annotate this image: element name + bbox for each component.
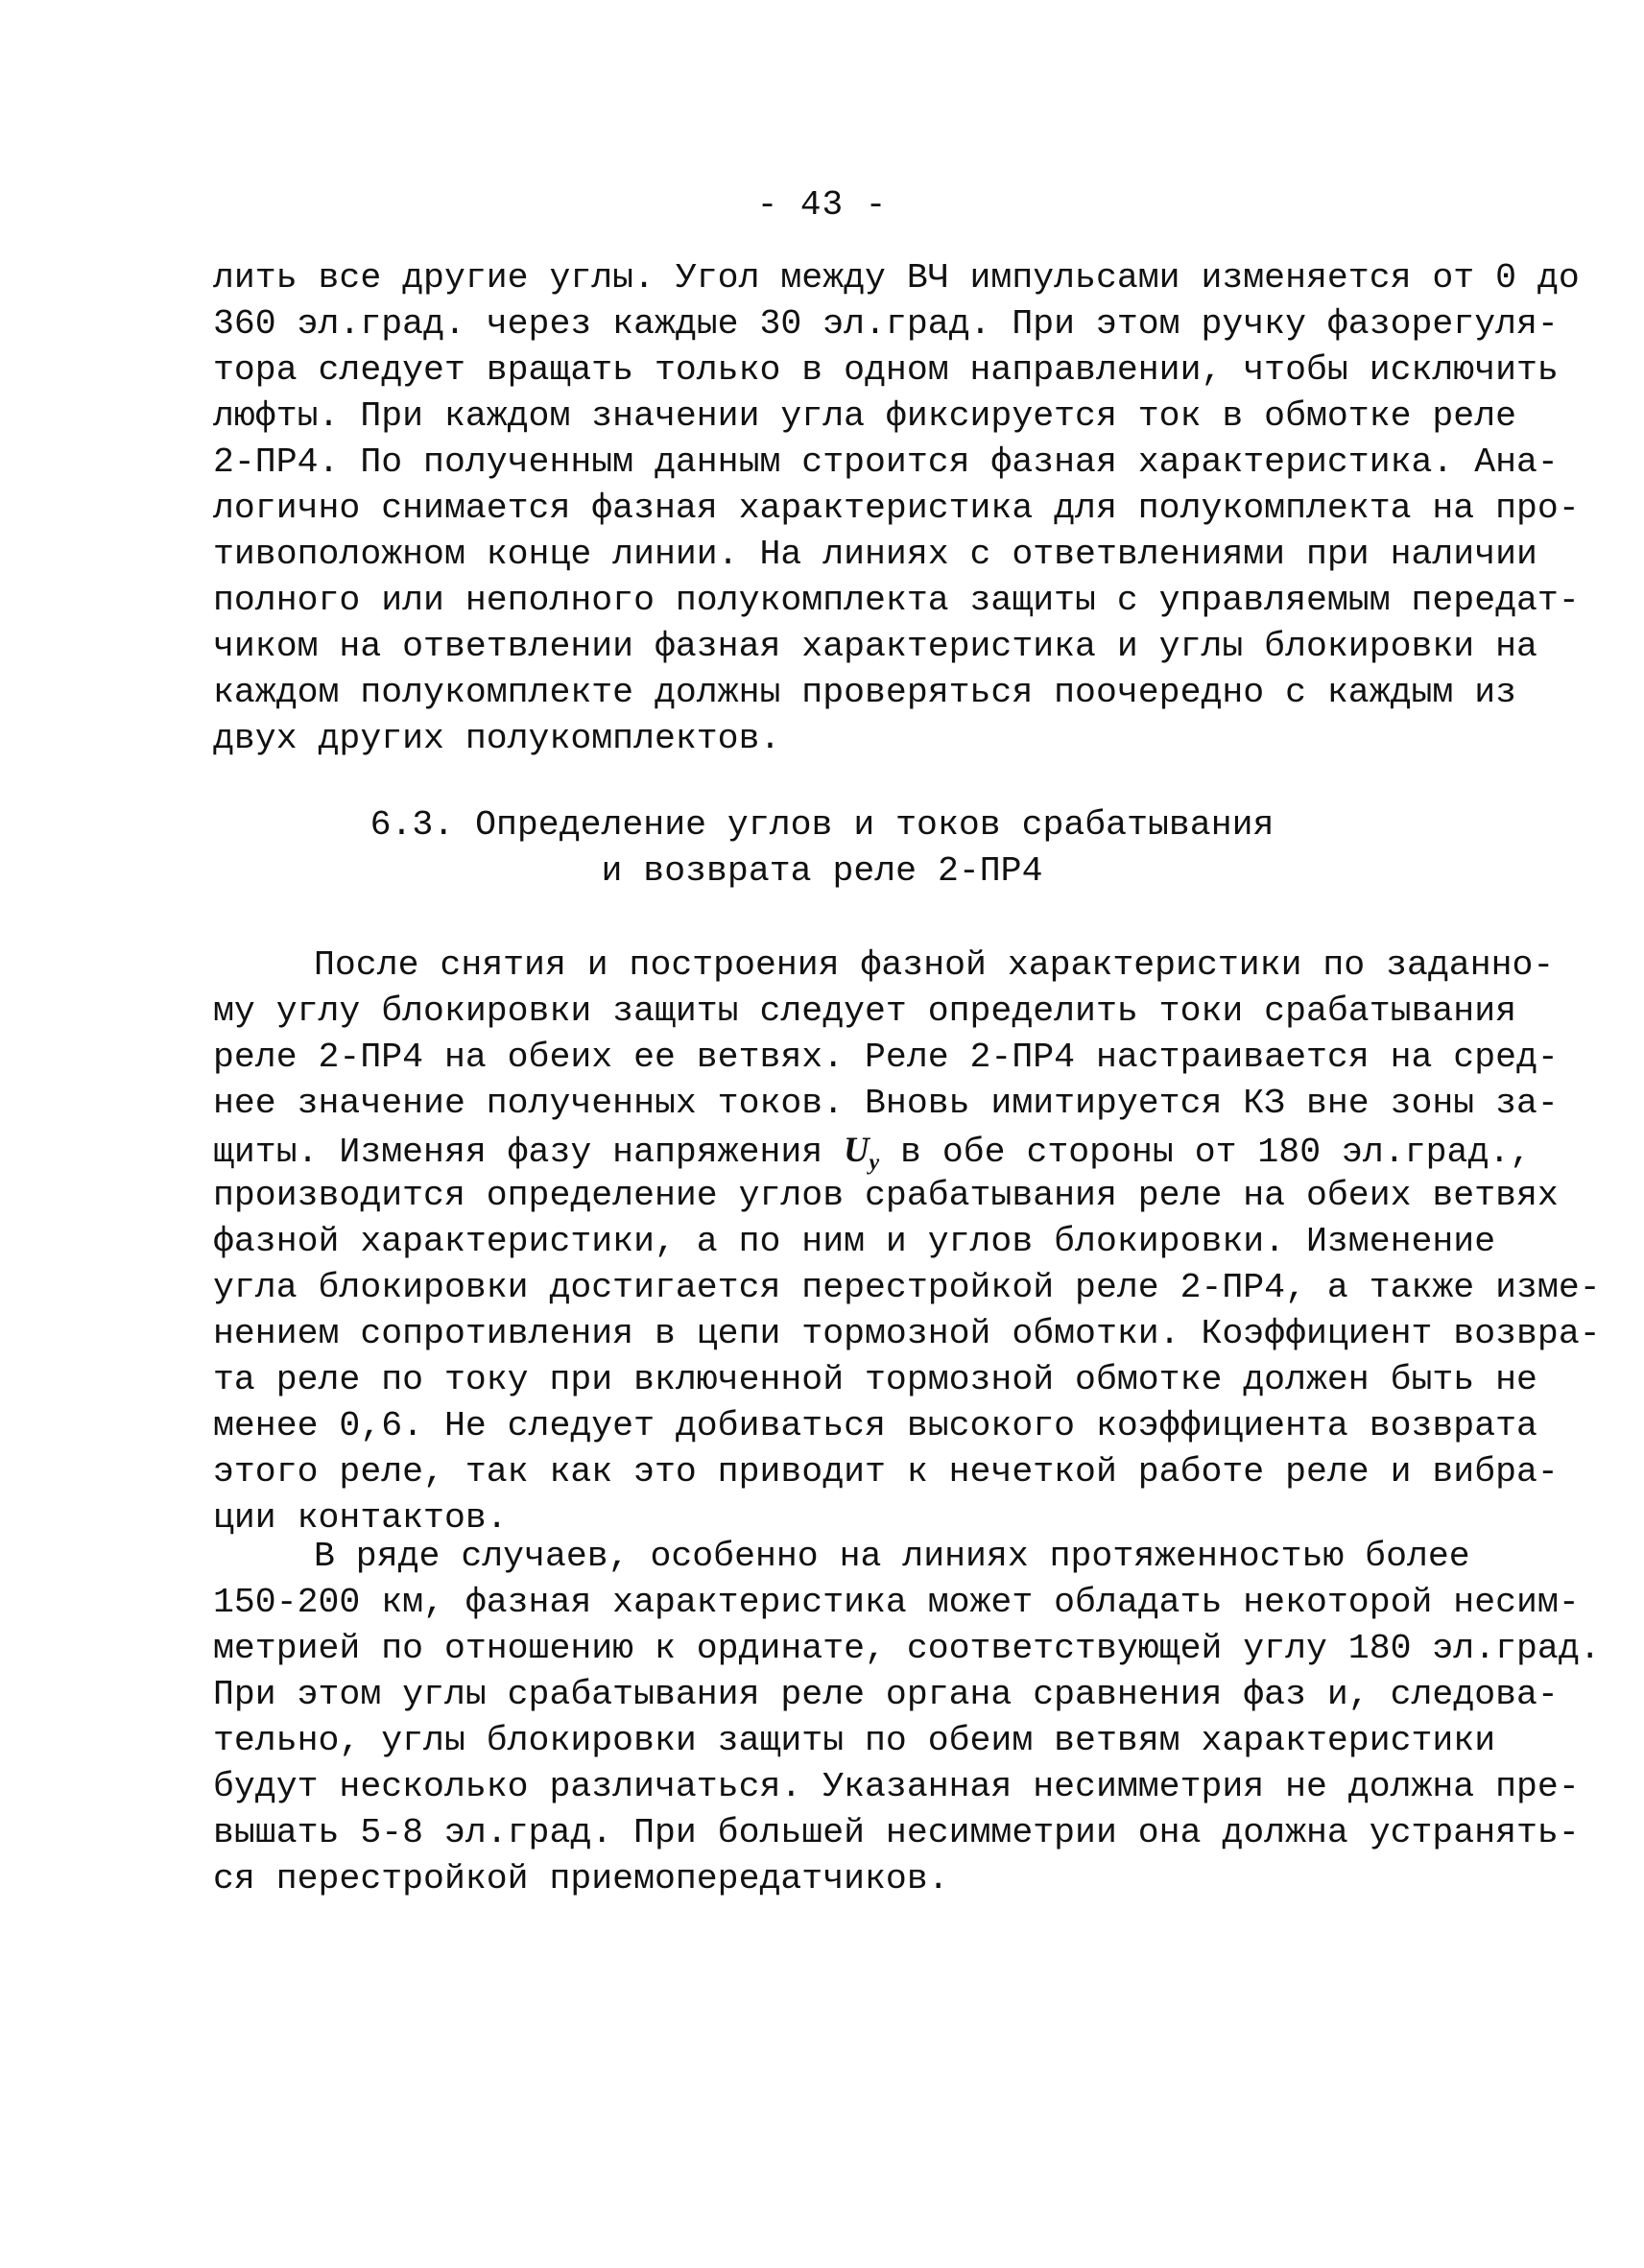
text-line: логично снимается фазная характеристика для полукомплекта на про- <box>213 489 1580 528</box>
text-line-with-symbol <box>213 1127 1532 1176</box>
text-line: При этом углы срабатывания реле органа сравнения фаз и, следова- <box>213 1675 1559 1714</box>
text-fragment: щиты. Изменяя фазу напряжения <box>213 1133 823 1172</box>
text-line: ся перестройкой приемопередатчиков. <box>213 1859 949 1898</box>
text-line: каждом полукомплекте должны проверяться поочередно с каждым из <box>213 673 1517 712</box>
text-line: тельно, углы блокировки защиты по обеим ветвям характеристики <box>213 1721 1496 1760</box>
text-line: нением сопротивления в цепи тормозной обмотки. Коэффициент возвра- <box>213 1314 1601 1353</box>
text-line: ции контактов. <box>213 1498 508 1538</box>
text-line: му углу блокировки защиты следует определить токи срабатывания <box>213 991 1517 1031</box>
paragraph-continuation <box>213 255 1580 762</box>
text-line: метрией по отношению к ординате, соответствующей углу 180 эл.град. <box>213 1629 1601 1668</box>
text-line: та реле по току при включенной тормозной обмотке должен быть не <box>213 1360 1537 1399</box>
text-line: лить все другие углы. Угол между ВЧ импульсами изменяется от 0 до <box>213 258 1580 298</box>
text-line: тора следует вращать только в одном направлении, чтобы исключить <box>213 350 1559 390</box>
text-line: чиком на ответвлении фазная характеристика и углы блокировки на <box>213 627 1537 666</box>
text-line: 360 эл.град. через каждые 30 эл.град. При этом ручку фазорегуля- <box>213 304 1559 344</box>
text-line: тивоположном конце линии. На линиях с ответвлениями при наличии <box>213 535 1537 574</box>
voltage-symbol-letter: U <box>844 1130 870 1169</box>
paragraph-asymmetry <box>213 1534 1601 1902</box>
text-line: будут несколько различаться. Указанная несимметрия не должна пре- <box>213 1767 1580 1806</box>
voltage-symbol-subscript: y <box>869 1150 880 1176</box>
text-line: 2-ПР4. По полученным данным строится фазная характеристика. Ана- <box>213 442 1559 482</box>
text-line: производится определение углов срабатывания реле на обеих ветвях <box>213 1176 1559 1215</box>
section-heading-line-1: 6.3. Определение углов и токов срабатывания <box>369 805 1275 845</box>
paragraph-operate-currents <box>213 943 1601 1541</box>
section-heading-line-2: и возврата реле 2-ПР4 <box>601 851 1043 891</box>
text-line: фазной характеристики, а по ним и углов блокировки. Изменение <box>213 1222 1496 1261</box>
text-line: реле 2-ПР4 на обеих ее ветвях. Реле 2-ПР4 настраивается на сред- <box>213 1038 1559 1077</box>
text-line: двух других полукомплектов. <box>213 719 781 758</box>
section-heading <box>0 802 1644 895</box>
text-line: полного или неполного полукомплекта защиты с управляемым передат- <box>213 581 1580 620</box>
voltage-symbol <box>844 1130 880 1176</box>
text-line: нее значение полученных токов. Вновь имитируется КЗ вне зоны за- <box>213 1084 1559 1123</box>
text-line: вышать 5-8 эл.град. При большей несимметрии она должна устранять- <box>213 1813 1580 1852</box>
text-line: После снятия и построения фазной характеристики по заданно- <box>314 945 1555 985</box>
text-fragment: в обе стороны от 180 эл.град., <box>900 1133 1532 1172</box>
page-number: - 43 - <box>756 185 888 225</box>
text-line: люфты. При каждом значении угла фиксируется ток в обмотке реле <box>213 396 1517 436</box>
text-line: В ряде случаев, особенно на линиях протяженностью более <box>314 1537 1470 1576</box>
text-line: этого реле, так как это приводит к нечеткой работе реле и вибра- <box>213 1452 1559 1492</box>
text-line: угла блокировки достигается перестройкой реле 2-ПР4, а также изме- <box>213 1268 1601 1307</box>
text-line: 150-200 км, фазная характеристика может обладать некоторой несим- <box>213 1583 1580 1622</box>
text-line: менее 0,6. Не следует добиваться высокого коэффициента возврата <box>213 1406 1537 1445</box>
